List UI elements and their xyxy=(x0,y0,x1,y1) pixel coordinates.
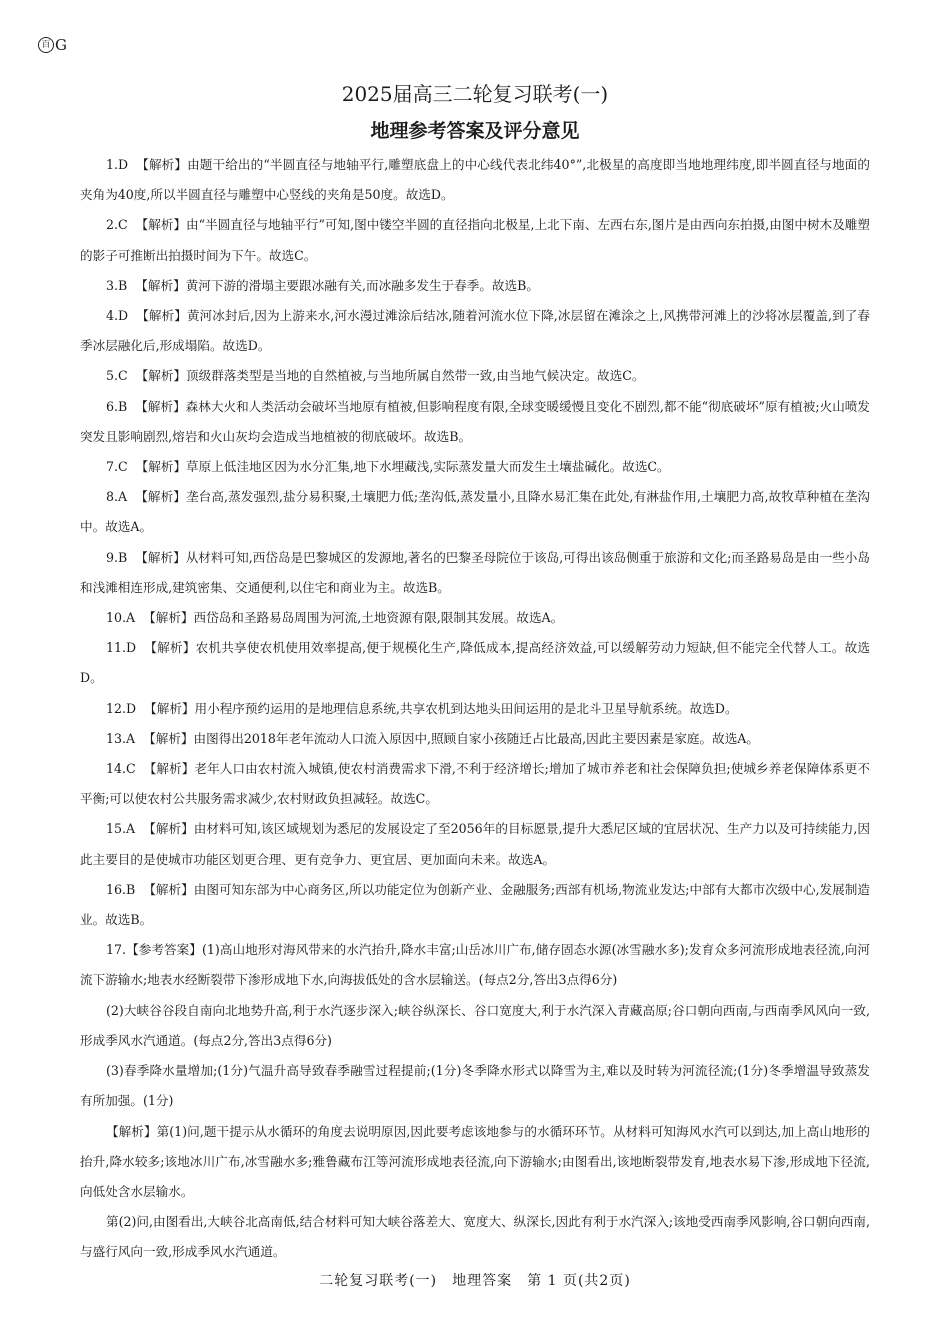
answer-item xyxy=(80,814,870,874)
answer-number: 8.A xyxy=(106,489,128,505)
answer-item xyxy=(80,754,870,814)
answer-item xyxy=(80,271,870,301)
answer-number: 6.B xyxy=(106,398,128,414)
answer-number: 1.D xyxy=(106,157,129,172)
answer-number: 3.B xyxy=(106,277,128,293)
answer-item xyxy=(80,1117,870,1208)
answer-text: 【解析】由图可知东部为中心商务区,所以功能定位为创新产业、金融服务;西部有机场,物流业发达;中部有大都市次级中心,发展制造业。故选B。 xyxy=(80,881,870,928)
logo-letter: G xyxy=(55,36,67,54)
answer-text: 【参考答案】(1)高山地形对海风带来的水汽抬升,降水丰富;山岳冰川广布,储存固态水源(冰雪融水多);发育众多河流形成地表径流,向河流下游输水;地表水经断裂带下渗形成地下水,向海拔低处的含水层输送。(每点2分,答出3点得6分) xyxy=(80,942,870,988)
exam-title: 2025届高三二轮复习联考(一) xyxy=(341,82,609,106)
answer-item xyxy=(80,543,870,603)
answer-item xyxy=(80,301,870,361)
answer-text: 【解析】西岱岛和圣路易岛周围为河流,土地资源有限,限制其发展。故选A。 xyxy=(143,610,564,626)
answer-text: (2)大峡谷谷段自南向北地势升高,利于水汽逐步深入;峡谷纵深长、谷口宽度大,利于水汽深入青藏高原;谷口朝向西南,与西南季风风向一致,形成季风水汽通道。(每点2分,答出3点得6分) xyxy=(80,1002,870,1048)
answer-number: 17. xyxy=(106,942,127,958)
answer-number: 5.C xyxy=(106,368,128,384)
answer-text: 【解析】由图得出2018年老年流动人口流入原因中,照顾自家小孩随迁占比最高,因此主要因素是家庭。故选A。 xyxy=(143,730,759,746)
answer-text: 【解析】第(1)问,题干提示从水循环的角度去说明原因,因此要考虑该地参与的水循环环节。从材料可知海风水汽可以到达,加上高山地形的抬升,降水较多;该地冰川广布,冰雪融水多;雅鲁藏布江等河流形成地表径流,向下游输水;由图看出,该地断裂带发育,地表水易下渗,形成地下径流,向低处含水层输水。 xyxy=(80,1123,870,1199)
logo-circle-icon: 百 xyxy=(38,37,54,53)
answer-text: 【解析】黄河冰封后,因为上游来水,河水漫过滩涂后结冰,随着河流水位下降,冰层留在滩涂之上,风携带河滩上的沙将冰层覆盖,到了春季冰层融化后,形成塌陷。故选D。 xyxy=(80,308,870,354)
answer-number: 12.D xyxy=(106,700,137,716)
answer-number: 15.A xyxy=(106,821,136,837)
answer-text: 【解析】垄台高,蒸发强烈,盐分易积聚,土壤肥力低;垄沟低,蒸发量小,且降水易汇集在此处,有淋盐作用,土壤肥力高,故牧草种植在垄沟中。故选A。 xyxy=(80,489,870,535)
answer-number: 7.C xyxy=(106,459,128,475)
answer-item xyxy=(80,361,870,391)
answer-item xyxy=(80,694,870,724)
page-footer: 二轮复习联考(一) 地理答案 第 1 页(共2页) xyxy=(319,1273,631,1289)
answer-number: 16.B xyxy=(106,881,136,897)
answer-item xyxy=(80,392,870,452)
answer-number: 11.D xyxy=(106,640,137,656)
answer-item xyxy=(80,150,870,210)
answer-text: 【解析】草原上低洼地区因为水分汇集,地下水埋藏浅,实际蒸发量大而发生土壤盐碱化。故选C。 xyxy=(135,459,670,475)
answer-text: 【解析】由材料可知,该区域规划为悉尼的发展设定了至2056年的目标愿景,提升大悉尼区域的宜居状况、生产力以及可持续能力,因此主要目的是使城市功能区划更合理、更有竞争力、更宜居、更加面向未来。故选A。 xyxy=(80,821,870,867)
answer-item xyxy=(80,603,870,633)
answer-number: 2.C xyxy=(106,217,128,233)
answer-number: 9.B xyxy=(106,549,128,565)
answer-text: 【解析】顶级群落类型是当地的自然植被,与当地所属自然带一致,由当地气候决定。故选C。 xyxy=(135,368,645,384)
answer-item xyxy=(80,724,870,754)
answer-text: 第(2)问,由图看出,大峡谷北高南低,结合材料可知大峡谷落差大、宽度大、纵深长,因此有利于水汽深入;该地受西南季风影响,谷口朝向西南,与盛行风向一致,形成季风水汽通道。 xyxy=(80,1214,870,1260)
answer-item xyxy=(80,935,870,995)
answer-text: 【解析】森林大火和人类活动会破坏当地原有植被,但影响程度有限,全球变暖缓慢且变化不剧烈,都不能“彻底破坏”原有植被;火山喷发突发且影响剧烈,熔岩和火山灰均会造成当地植被的彻底破坏。故选B。 xyxy=(80,398,870,444)
answer-item xyxy=(80,1056,870,1116)
answer-item xyxy=(80,482,870,542)
answer-list xyxy=(80,150,870,1268)
answer-text: 【解析】从材料可知,西岱岛是巴黎城区的发源地,著名的巴黎圣母院位于该岛,可得出该岛侧重于旅游和文化;而圣路易岛是由一些小岛和浅滩相连形成,建筑密集、交通便利,以住宅和商业为主。故选B。 xyxy=(80,549,870,595)
answer-number: 14.C xyxy=(106,761,136,777)
publisher-logo xyxy=(38,36,67,54)
answer-item xyxy=(80,452,870,482)
answer-number: 4.D xyxy=(106,308,129,324)
answer-item xyxy=(80,996,870,1056)
answer-text: (3)春季降水量增加;(1分)气温升高导致春季融雪过程提前;(1分)冬季降水形式以降雪为主,难以及时转为河流径流;(1分)冬季增温导致蒸发有所加强。(1分) xyxy=(80,1063,870,1109)
answer-text: 【解析】由“半圆直径与地轴平行”可知,图中镂空半圆的直径指向北极星,上北下南、左西右东,图片是由西向东拍摄,由图中树木及雕塑的影子可推断出拍摄时间为下午。故选C。 xyxy=(80,217,870,263)
answer-item xyxy=(80,633,870,693)
answer-text: 【解析】农机共享使农机使用效率提高,便于规模化生产,降低成本,提高经济效益,可以缓解劳动力短缺,但不能完全代替人工。故选D。 xyxy=(80,640,870,686)
answer-text: 【解析】黄河下游的滑塌主要跟冰融有关,而冰融多发生于春季。故选B。 xyxy=(135,277,539,293)
answer-item xyxy=(80,875,870,935)
answer-text: 【解析】由题干给出的“半圆直径与地轴平行,雕塑底盘上的中心线代表北纬40°”,北极星的高度即当地地理纬度,即半圆直径与地面的夹角为40度,所以半圆直径与雕塑中心竖线的夹角是50度。故选D。 xyxy=(80,157,870,203)
answer-text: 【解析】用小程序预约运用的是地理信息系统,共享农机到达地头田间运用的是北斗卫星导航系统。故选D。 xyxy=(144,700,738,716)
answer-text: 【解析】老年人口由农村流入城镇,使农村消费需求下滑,不利于经济增长;增加了城市养老和社会保障负担;使城乡养老保障体系更不平衡;可以使农村公共服务需求减少,农村财政负担减轻。故选C。 xyxy=(80,761,870,807)
answer-number: 10.A xyxy=(106,610,136,626)
answer-item xyxy=(80,1207,870,1267)
answer-item xyxy=(80,210,870,270)
answer-number: 13.A xyxy=(106,730,136,746)
document-subtitle: 地理参考答案及评分意见 xyxy=(370,120,580,142)
